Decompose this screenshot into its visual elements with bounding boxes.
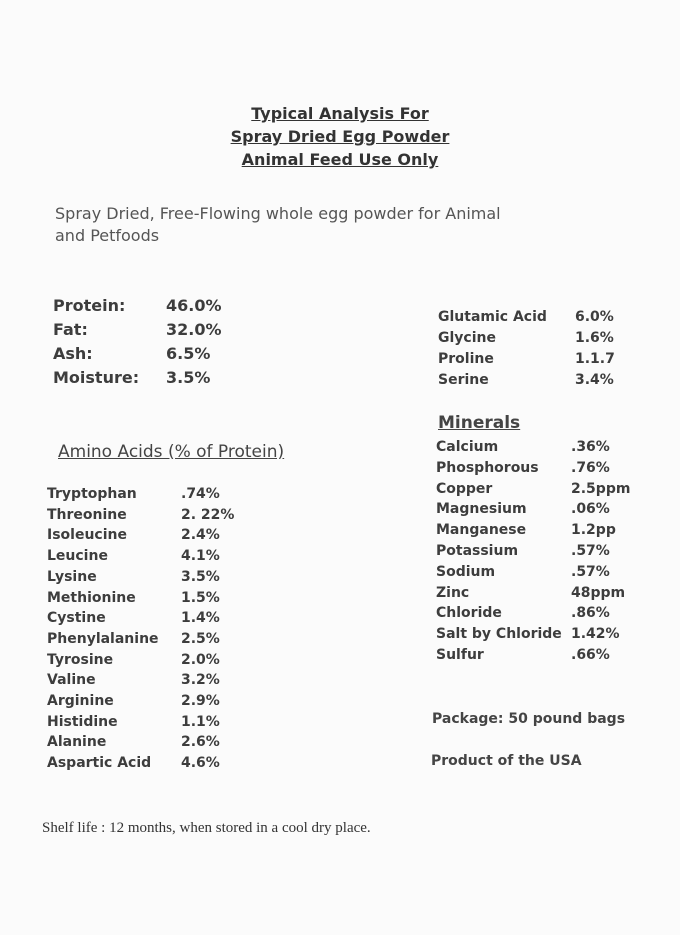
amino-acid-item-name: Arginine — [47, 693, 114, 709]
amino-acid-item-value: 2.5% — [181, 630, 220, 647]
mineral-item-name: Zinc — [436, 584, 470, 601]
amino-acid-item-value: 1.1.7 — [575, 351, 615, 367]
mineral-item-value: 48ppm — [571, 584, 626, 601]
title-line-1: Typical Analysis For — [251, 104, 429, 123]
mineral-item-value: .36% — [571, 439, 610, 455]
mineral-item-name: Magnesium — [436, 501, 527, 518]
mineral-item-value: 1.42% — [571, 626, 620, 643]
composition-item-value: 3.5% — [166, 368, 211, 387]
amino-acid-item-name: Histidine — [47, 713, 118, 730]
amino-acid-item-value: 2.6% — [181, 734, 220, 751]
amino-acid-item-value: 6.0% — [575, 309, 614, 325]
mineral-item-name: Phosphorous — [436, 459, 539, 476]
mineral-item-value: 2.5ppm — [571, 480, 631, 497]
minerals-heading: Minerals — [438, 413, 521, 433]
mineral-item-name: Sulfur — [436, 647, 484, 663]
amino-acid-item-name: Aspartic Acid — [47, 755, 152, 772]
amino-acid-item-value: 2. 22% — [181, 506, 235, 523]
amino-acid-item-name: Leucine — [47, 548, 108, 565]
mineral-item-name: Copper — [436, 480, 493, 497]
composition-item-name: Fat: — [53, 320, 88, 339]
amino-acid-item-value: 1.6% — [575, 330, 614, 346]
mineral-item-value: 1.2pp — [571, 522, 616, 539]
amino-acid-item-value: .74% — [181, 486, 220, 502]
composition-item-name: Ash: — [53, 344, 93, 363]
mineral-item-name: Potassium — [436, 543, 519, 559]
shelf-life: Shelf life : 12 months, when stored in a cool dry place. — [42, 820, 371, 836]
mineral-item-value: .66% — [571, 647, 610, 663]
composition-item-value: 6.5% — [166, 344, 211, 363]
amino-acid-item-name: Glutamic Acid — [438, 309, 547, 325]
composition-item-name: Moisture: — [53, 368, 140, 387]
amino-acid-item-value: 4.6% — [181, 755, 220, 772]
amino-acid-item-value: 3.4% — [575, 372, 614, 388]
amino-acid-item-name: Methionine — [47, 589, 136, 606]
amino-acid-item-value: 1.4% — [181, 610, 220, 627]
amino-acid-item-name: Proline — [438, 351, 494, 367]
amino-acid-item-name: Threonine — [47, 506, 127, 523]
mineral-item-name: Calcium — [436, 439, 499, 455]
amino-acid-item-name: Alanine — [47, 734, 107, 751]
amino-acid-item-value: 3.5% — [181, 568, 220, 585]
amino-acid-item-value: 4.1% — [181, 548, 220, 565]
mineral-item-value: .76% — [571, 459, 610, 476]
amino-acid-item-name: Lysine — [47, 568, 97, 585]
amino-acid-item-value: 2.9% — [181, 693, 220, 709]
amino-acid-item-value: 2.0% — [181, 651, 220, 668]
mineral-item-name: Manganese — [436, 522, 527, 539]
amino-acids-heading: Amino Acids (% of Protein) — [58, 442, 285, 462]
intro-line-2: and Petfoods — [55, 226, 160, 245]
amino-acid-item-name: Isoleucine — [47, 527, 127, 544]
composition-item-value: 32.0% — [166, 320, 222, 339]
mineral-item-value: .86% — [571, 605, 610, 622]
mineral-item-name: Sodium — [436, 563, 496, 580]
amino-acid-item-name: Cystine — [47, 610, 106, 627]
amino-acid-item-name: Phenylalanine — [47, 630, 159, 647]
amino-acid-item-name: Tryptophan — [47, 486, 137, 502]
title-line-2: Spray Dried Egg Powder — [230, 127, 450, 146]
amino-acid-item-name: Glycine — [438, 330, 496, 346]
mineral-item-value: .57% — [571, 543, 610, 559]
amino-acid-item-value: 2.4% — [181, 527, 220, 544]
package-info: Package: 50 pound bags — [432, 711, 626, 727]
composition-item-name: Protein: — [53, 296, 126, 315]
amino-acid-item-name: Serine — [438, 372, 489, 388]
mineral-item-value: .06% — [571, 501, 610, 518]
composition-item-value: 46.0% — [166, 296, 222, 315]
amino-acid-item-name: Tyrosine — [47, 651, 114, 668]
title-line-3: Animal Feed Use Only — [241, 150, 439, 169]
product-origin: Product of the USA — [431, 753, 582, 769]
mineral-item-name: Salt by Chloride — [436, 626, 562, 643]
amino-acid-item-value: 3.2% — [181, 672, 220, 689]
mineral-item-name: Chloride — [436, 605, 502, 622]
amino-acid-item-value: 1.1% — [181, 713, 220, 730]
amino-acid-item-name: Valine — [47, 672, 96, 689]
mineral-item-value: .57% — [571, 563, 610, 580]
intro-line-1: Spray Dried, Free-Flowing whole egg powder for Animal — [55, 204, 501, 223]
amino-acid-item-value: 1.5% — [181, 589, 220, 606]
